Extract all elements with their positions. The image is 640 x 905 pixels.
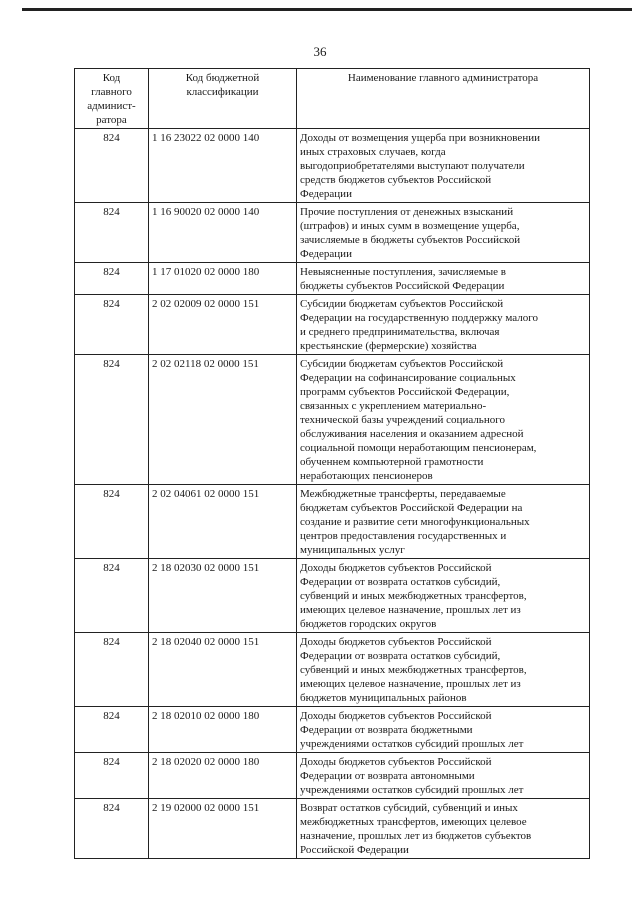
- row-classification-code: 2 02 02009 02 0000 151: [149, 295, 297, 355]
- row-classification-code: 2 18 02010 02 0000 180: [149, 707, 297, 753]
- row-classification-code: 1 16 90020 02 0000 140: [149, 203, 297, 263]
- row-admin-name: Субсидии бюджетам субъектов Российской Федерации на софинансирование социальных программ субъектов Российской Федерации, связанных с укреплением материально- технической базы учреждений социального обслуживания населения и оказанием адресной социальной помощи неработающим пенсионерам, обученнем компьютерной грамотности неработающих пенсионеров: [297, 355, 590, 485]
- page-number: 36: [313, 44, 327, 59]
- row-admin-code: 824: [75, 753, 149, 799]
- row-classification-code: 1 16 23022 02 0000 140: [149, 129, 297, 203]
- row-classification-code: 2 02 02118 02 0000 151: [149, 355, 297, 485]
- row-admin-code: 824: [75, 295, 149, 355]
- table-row: [75, 799, 590, 859]
- header-admin-code: Код главного админист- ратора: [75, 69, 149, 129]
- table-header-row: [75, 69, 590, 129]
- row-admin-code: 824: [75, 633, 149, 707]
- top-rule: [22, 8, 632, 11]
- row-classification-code: 2 18 02040 02 0000 151: [149, 633, 297, 707]
- row-classification-code: 2 18 02030 02 0000 151: [149, 559, 297, 633]
- budget-table: [74, 68, 590, 859]
- row-admin-code: 824: [75, 485, 149, 559]
- row-admin-code: 824: [75, 799, 149, 859]
- row-admin-name: Доходы бюджетов субъектов Российской Федерации от возврата автономными учреждениями остатков субсидий прошлых лет: [297, 753, 590, 799]
- table-row: [75, 263, 590, 295]
- row-classification-code: 1 17 01020 02 0000 180: [149, 263, 297, 295]
- row-admin-name: Доходы от возмещения ущерба при возникновении иных страховых случаев, когда выгодоприобретателями выступают получатели средств бюджетов субъектов Российской Федерации: [297, 129, 590, 203]
- row-admin-code: 824: [75, 129, 149, 203]
- row-admin-name: Доходы бюджетов субъектов Российской Федерации от возврата остатков субсидий, субвенций и иных межбюджетных трансфертов, имеющих целевое назначение, прошлых лет из бюджетов муниципальных районов: [297, 633, 590, 707]
- table-row: [75, 559, 590, 633]
- row-admin-name: Возврат остатков субсидий, субвенций и иных межбюджетных трансфертов, имеющих целевое назначение, прошлых лет из бюджетов субъектов Российской Федерации: [297, 799, 590, 859]
- row-admin-code: 824: [75, 707, 149, 753]
- table-row: [75, 753, 590, 799]
- header-admin-name: Наименование главного администратора: [297, 69, 590, 129]
- table-row: [75, 355, 590, 485]
- row-admin-name: Невыясненные поступления, зачисляемые в бюджеты субъектов Российской Федерации: [297, 263, 590, 295]
- row-classification-code: 2 02 04061 02 0000 151: [149, 485, 297, 559]
- row-admin-name: Субсидии бюджетам субъектов Российской Федерации на государственную поддержку малого и среднего предпринимательства, включая крестьянские (фермерские) хозяйства: [297, 295, 590, 355]
- row-admin-code: 824: [75, 263, 149, 295]
- row-admin-name: Доходы бюджетов субъектов Российской Федерации от возврата бюджетными учреждениями остатков субсидий прошлых лет: [297, 707, 590, 753]
- row-classification-code: 2 19 02000 02 0000 151: [149, 799, 297, 859]
- row-admin-name: Прочие поступления от денежных взысканий (штрафов) и иных сумм в возмещение ущерба, зачисляемые в бюджеты субъектов Российской Федерации: [297, 203, 590, 263]
- table-row: [75, 485, 590, 559]
- table-row: [75, 707, 590, 753]
- row-admin-name: Доходы бюджетов субъектов Российской Федерации от возврата остатков субсидий, субвенций и иных межбюджетных трансфертов, имеющих целевое назначение, прошлых лет из бюджетов городских округов: [297, 559, 590, 633]
- row-admin-code: 824: [75, 355, 149, 485]
- row-admin-name: Межбюджетные трансферты, передаваемые бюджетам субъектов Российской Федерации на создание и развитие сети многофункциональных центров предоставления государственных и муниципальных услуг: [297, 485, 590, 559]
- row-admin-code: 824: [75, 559, 149, 633]
- table-row: [75, 633, 590, 707]
- row-admin-code: 824: [75, 203, 149, 263]
- header-classification-code: Код бюджетной классификации: [149, 69, 297, 129]
- table-row: [75, 203, 590, 263]
- row-classification-code: 2 18 02020 02 0000 180: [149, 753, 297, 799]
- table-row: [75, 129, 590, 203]
- table-row: [75, 295, 590, 355]
